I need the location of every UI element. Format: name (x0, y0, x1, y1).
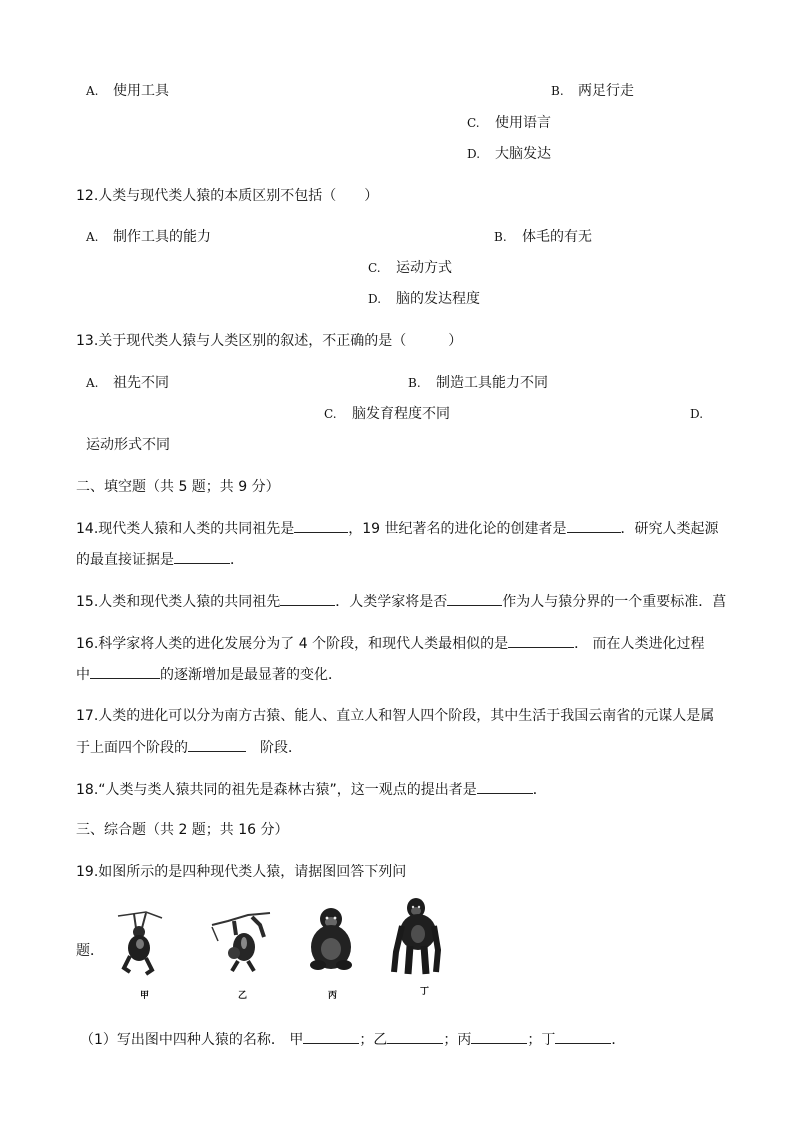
section-2-title: 二、填空题（共 5 题；共 9 分） (76, 479, 280, 495)
ape-label-4: 丁 (420, 987, 430, 997)
q13-option-a-letter: A. (86, 376, 99, 390)
q19-stem-end: 题． (76, 943, 104, 959)
q11-option-b-letter: B. (551, 84, 564, 98)
q12-stem: 12.人类与现代类人猿的本质区别不包括（ ） (76, 188, 379, 204)
q13-option-c-letter: C. (324, 407, 337, 421)
q16-text-3: 中 (76, 667, 90, 683)
q19-blank-2[interactable] (387, 1029, 443, 1044)
q19-blank-3[interactable] (471, 1029, 527, 1044)
ape-figure (112, 896, 452, 1001)
ape-4-image (388, 896, 448, 980)
q18-blank[interactable] (477, 779, 533, 794)
q13-option-c-text: 脑发育程度不同 (352, 406, 450, 422)
q12-option-a-text: 制作工具的能力 (113, 229, 211, 245)
q15-blank-1[interactable] (280, 591, 335, 606)
q16-blank-1[interactable] (508, 633, 574, 648)
q19-sub1-text-3: ；丙 (443, 1032, 472, 1048)
q14-text-4: 的最直接证据是 (76, 552, 174, 568)
q19-blank-1[interactable] (303, 1029, 359, 1044)
q11-option-a-letter: A. (86, 84, 99, 98)
q14-blank-2[interactable] (567, 518, 621, 533)
q18-text-2: ． (532, 782, 547, 798)
q15-blank-2[interactable] (447, 591, 502, 606)
q17-text-2: 阶段． (246, 740, 302, 756)
ape-1-image (112, 910, 168, 976)
q13-option-b-text: 制造工具能力不同 (436, 375, 548, 391)
q12-option-d-letter: D. (368, 292, 382, 306)
q16-text-1: 16.科学家将人类的进化发展分为了 4 个阶段，和现代人类最相似的是 (76, 636, 509, 652)
ape-label-1: 甲 (140, 991, 150, 1001)
q14-text-1: 14.现代类人猿和人类的共同祖先是 (76, 521, 295, 537)
q16-line-1 (76, 633, 705, 654)
q18-text-1: 18.“人类与类人猿共同的祖先是森林古猿”，这一观点的提出者是 (76, 782, 477, 798)
q17-blank[interactable] (188, 737, 246, 752)
q15-text-1: 15.人类和现代类人猿的共同祖先 (76, 594, 281, 610)
q12-option-b-text: 体毛的有无 (522, 229, 592, 245)
q16-text-4: 的逐渐增加是最显著的变化． (160, 667, 342, 683)
q19-sub1-text-5: ． (611, 1032, 626, 1048)
q16-line-2 (76, 664, 342, 685)
q14-blank-1[interactable] (294, 518, 348, 533)
ape-3-image (304, 905, 358, 973)
q16-blank-2[interactable] (90, 664, 160, 679)
q19-sub1-text-1: （1）写出图中四种人猿的名称． 甲 (80, 1032, 304, 1048)
q19-sub1-text-2: ；乙 (359, 1032, 388, 1048)
q14-line-1 (76, 518, 719, 539)
q11-option-a-text: 使用工具 (113, 83, 169, 99)
q13-stem: 13.关于现代类人猿与人类区别的叙述，不正确的是（ ） (76, 333, 463, 349)
q14-text-5: ． (230, 552, 244, 568)
q12-option-c-text: 运动方式 (396, 260, 452, 276)
q14-text-3: ．研究人类起源 (620, 521, 719, 537)
q17-line-2 (76, 737, 302, 758)
ape-label-2: 乙 (238, 991, 248, 1001)
q16-text-2: ． 而在人类进化过程 (574, 636, 705, 652)
q11-option-d-text: 大脑发达 (495, 146, 551, 162)
q12-option-d-text: 脑的发达程度 (396, 291, 480, 307)
section-3-title: 三、综合题（共 2 题；共 16 分） (76, 822, 289, 838)
q19-stem: 19.如图所示的是四种现代类人猿，请据图回答下列问 (76, 864, 407, 880)
q12-option-c-letter: C. (368, 261, 381, 275)
q12-option-a-letter: A. (86, 230, 99, 244)
q14-text-2: ，19 世纪著名的进化论的创建者是 (348, 521, 567, 537)
q18-line (76, 779, 547, 800)
q11-option-c-text: 使用语言 (495, 115, 551, 131)
ape-label-3: 丙 (328, 991, 338, 1001)
ape-2-image (208, 911, 274, 973)
q19-sub1-line (80, 1029, 625, 1050)
q13-option-d-text: 运动形式不同 (86, 437, 170, 453)
q19-blank-4[interactable] (555, 1029, 611, 1044)
q13-option-d-letter: D. (690, 407, 704, 421)
q15-text-2: ．人类学家将是否 (335, 594, 448, 610)
q14-line-2 (76, 549, 244, 570)
q13-option-a-text: 祖先不同 (113, 375, 169, 391)
q15-line (76, 591, 726, 612)
q17-text-1: 于上面四个阶段的 (76, 740, 188, 756)
q11-option-d-letter: D. (467, 147, 481, 161)
q14-blank-3[interactable] (174, 549, 230, 564)
q13-option-b-letter: B. (408, 376, 421, 390)
q11-option-c-letter: C. (467, 116, 480, 130)
q19-sub1-text-4: ；丁 (527, 1032, 556, 1048)
q12-option-b-letter: B. (494, 230, 507, 244)
q17-line-1: 17.人类的进化可以分为南方古猿、能人、直立人和智人四个阶段，其中生活于我国云南省的元谋人是属 (76, 708, 715, 724)
q11-option-b-text: 两足行走 (578, 83, 634, 99)
q15-text-3: 作为人与猿分界的一个重要标准．菖 (502, 594, 727, 610)
